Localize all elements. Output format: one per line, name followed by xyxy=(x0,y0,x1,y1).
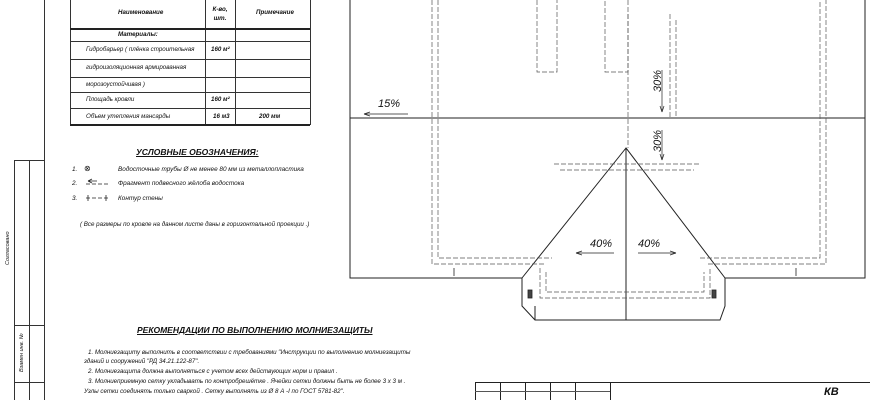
replaced-inv-label: Взамен инв. № xyxy=(19,333,25,372)
slope-left-label: 15% xyxy=(378,98,401,110)
downpipe-marks xyxy=(454,268,796,298)
slope-right-upper-label: 30% xyxy=(652,69,664,92)
recommendation-line: 2. Молниезащита должна выполняться с учетом всех действующих норм и правил . xyxy=(88,368,338,375)
row-name: морозоустойчивая ) xyxy=(86,81,145,88)
header-qty: К-во, шт. xyxy=(212,6,228,22)
slope-arrows xyxy=(364,70,676,255)
stamp-code: КВ xyxy=(824,386,839,398)
legend-text: Контур стены xyxy=(118,195,163,202)
row-qty: 160 м² xyxy=(211,96,230,103)
row-name: Гидробарьер ( плёнка строительная xyxy=(86,46,195,53)
recommendations-title: РЕКОМЕНДАЦИИ ПО ВЫПОЛНЕНИЮ МОЛНИЕЗАЩИТЫ xyxy=(137,325,373,335)
row-name: Объем утепления мансарды xyxy=(86,113,171,120)
header-name: Наименование xyxy=(118,9,164,16)
agreed-label: Согласовано xyxy=(5,231,11,265)
title-block-row xyxy=(475,391,610,392)
legend-num: 2. xyxy=(72,180,78,187)
recommendation-line: 1. Молниезащиту выполнить в соответствии с требованиями "Инструкции по выполнению молниезащиты xyxy=(88,349,411,356)
row-name: Площадь кровли xyxy=(86,96,135,103)
legend-num: 1. xyxy=(72,166,78,173)
row-qty: 16 м3 xyxy=(213,113,230,120)
wall-contour xyxy=(432,0,826,298)
row-qty: 160 м² xyxy=(211,46,230,53)
slope-gable-left-label: 40% xyxy=(590,238,613,250)
legend-num: 3. xyxy=(72,195,78,202)
slope-gable-right-label: 40% xyxy=(638,238,661,250)
drain-pipe-icon: ⊗ xyxy=(84,164,91,173)
legend-text: Водосточные трубы Ø не менее 80 мм из металлопластика xyxy=(118,166,304,173)
section-title: Материалы: xyxy=(118,31,158,38)
recommendation-line: Узлы сетки соединять только сваркой . Сетку выполнять из Ø 8 А -I по ГОСТ 5781-82". xyxy=(84,388,345,395)
recommendation-line: зданий и сооружений "РД 34.21.122-87". xyxy=(84,358,200,365)
slope-right-mid-label: 30% xyxy=(652,129,664,152)
legend-text: Фрагмент подвесного жёлоба водостока xyxy=(118,180,245,187)
legend-title: УСЛОВНЫЕ ОБОЗНАЧЕНИЯ: xyxy=(136,147,259,157)
legend-note: ( Все размеры по кровле на данном листе даны в горизонтальной проекции .) xyxy=(80,221,310,228)
header-note: Примечание xyxy=(256,9,294,16)
row-note: 200 мм xyxy=(259,113,281,120)
roof-outline xyxy=(350,0,865,320)
recommendation-line: 3. Молниеприемную сетку укладывать по контробрешётке . Ячейки сетки должны быть не более 3 х 3 м . xyxy=(88,378,406,385)
row-name: гидроизоляционная армированная xyxy=(86,64,187,71)
title-block-col xyxy=(610,382,611,400)
